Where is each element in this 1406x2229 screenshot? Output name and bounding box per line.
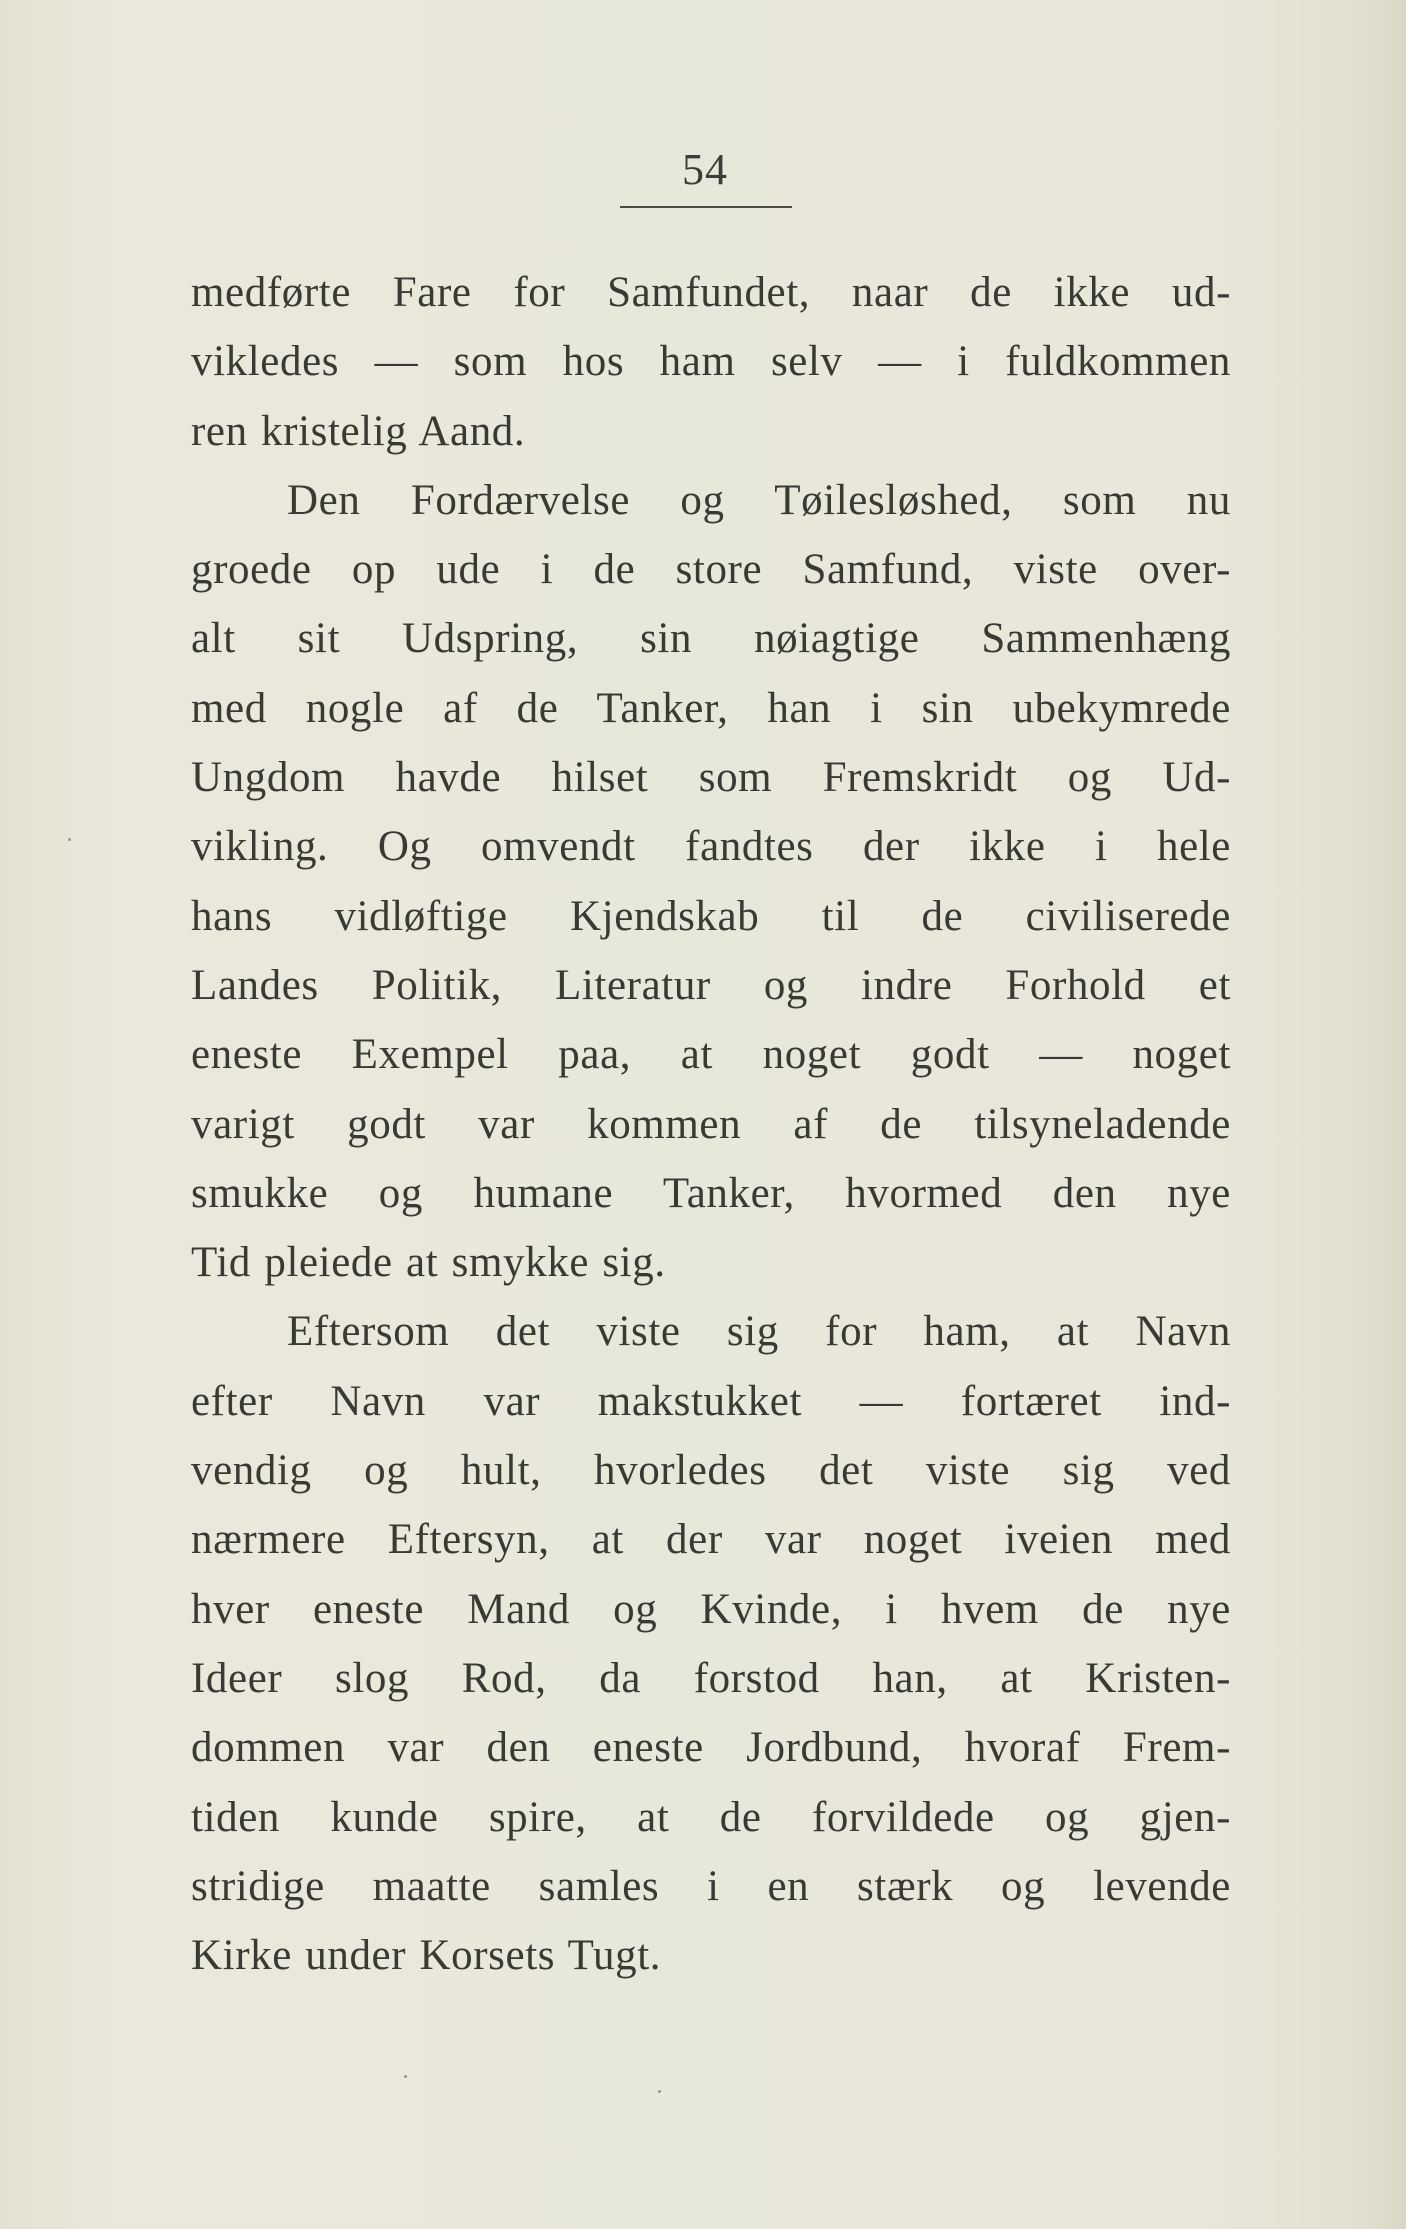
text-line: Kirke under Korsets Tugt. <box>191 1932 662 1980</box>
page-number: 54 <box>682 145 728 194</box>
text-line: Ideer slog Rod, da forstod han, at Kristen- <box>191 1654 1231 1702</box>
text-line: medførte Fare for Samfundet, naar de ikke ud- <box>191 269 1231 316</box>
text-line: alt sit Udspring, sin nøiagtige Sammenhæng <box>191 615 1231 663</box>
body-text <box>191 258 1231 1990</box>
text-line: vikledes — som hos ham selv — i fuldkommen <box>191 338 1231 386</box>
text-line: Eftersom det viste sig for ham, at Navn <box>287 1308 1231 1356</box>
text-line: vendig og hult, hvorledes det viste sig ved <box>191 1447 1231 1495</box>
text-line: eneste Exempel paa, at noget godt — noget <box>191 1031 1231 1079</box>
text-line: groede op ude i de store Samfund, viste over- <box>191 546 1231 594</box>
text-line: Landes Politik, Literatur og indre Forhold et <box>191 961 1231 1009</box>
text-line: Den Fordærvelse og Tøilesløshed, som nu <box>287 476 1231 524</box>
text-line: hver eneste Mand og Kvinde, i hvem de nye <box>191 1585 1231 1633</box>
paper-speck <box>658 2090 661 2093</box>
text-line: nærmere Eftersyn, at der var noget iveien med <box>191 1516 1231 1564</box>
text-line: smukke og humane Tanker, hvormed den nye <box>191 1169 1231 1217</box>
text-line: tiden kunde spire, at de forvildede og gjen- <box>191 1793 1231 1841</box>
paper-speck <box>404 2075 407 2078</box>
text-line: efter Navn var makstukket — fortæret ind- <box>191 1377 1231 1425</box>
text-line: med nogle af de Tanker, han i sin ubekymrede <box>191 684 1231 732</box>
paper-speck <box>68 838 71 841</box>
text-line: Tid pleiede at smykke sig. <box>191 1239 666 1287</box>
text-line: Ungdom havde hilset som Fremskridt og Ud- <box>191 754 1231 802</box>
text-line: stridige maatte samles i en stærk og levende <box>191 1862 1231 1910</box>
text-line: vikling. Og omvendt fandtes der ikke i hele <box>191 823 1231 871</box>
text-line: hans vidløftige Kjendskab til de civiliserede <box>191 892 1231 940</box>
text-line: varigt godt var kommen af de tilsyneladende <box>191 1100 1231 1148</box>
text-line: dommen var den eneste Jordbund, hvoraf Frem- <box>191 1724 1231 1772</box>
page-number-rule <box>620 206 792 208</box>
text-line: ren kristelig Aand. <box>191 407 526 455</box>
